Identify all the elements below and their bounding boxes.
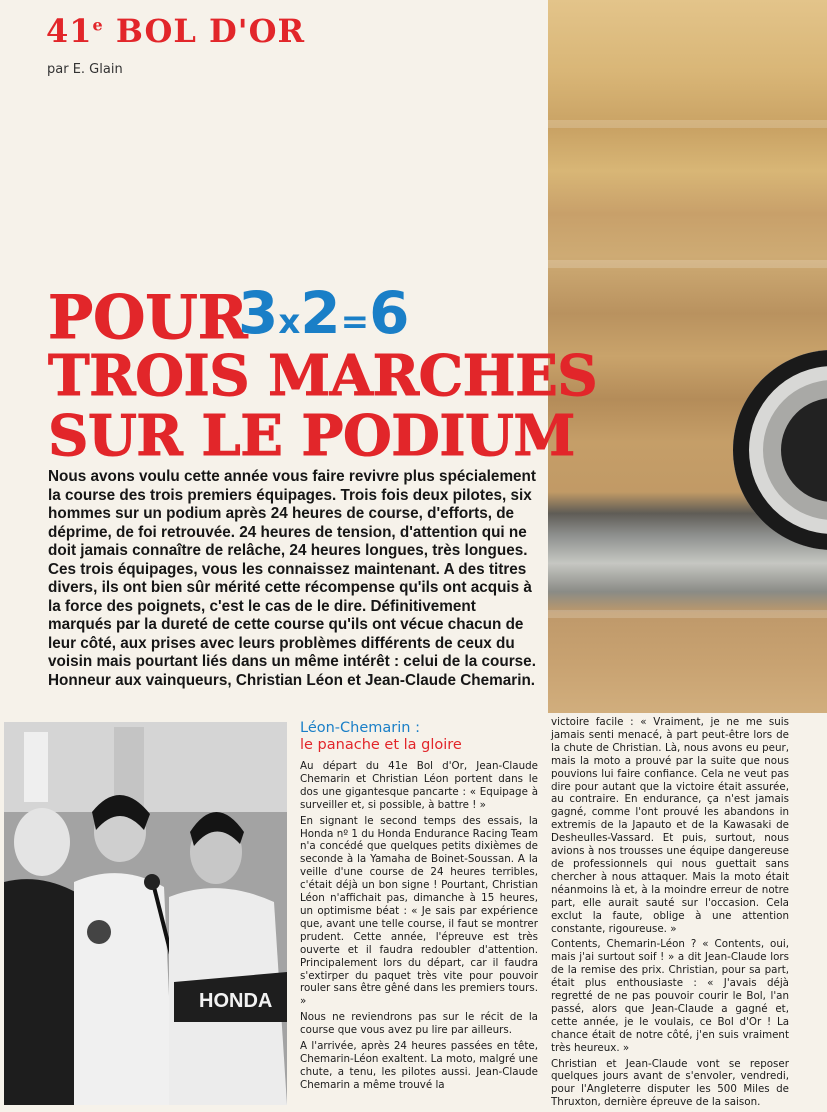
equation-term-a: 3	[238, 279, 279, 347]
column-paragraph: Christian et Jean-Claude vont se reposer quelques jours avant de s'envoler, vendredi, pour l'Angleterre disputer les 500 Miles de Thruxton, dernière épreuve de la saison.	[551, 1057, 789, 1109]
author-byline: par E. Glain	[47, 62, 123, 77]
podium-photo-illustration	[4, 722, 287, 1105]
headline-line-2: TROIS MARCHES	[48, 343, 598, 409]
article-intro	[48, 468, 542, 690]
edition-number-suffix: e	[92, 15, 104, 35]
jacket-lettering: HONDA	[199, 990, 273, 1012]
intro-paragraph: Nous avons voulu cette année vous faire revivre plus spécialement la course des trois premiers équipages. Trois fois deux pilotes, six hommes sur un podium après 24 heures de course, d'efforts, de déprime, de foi retrouvée. 24 heures de tension, d'attention qui ne doit jamais connaître de relâche, 24 heures longues, très longues.	[48, 468, 536, 559]
intro-paragraph: Ces trois équipages, vous les connaissez maintenant. A des titres divers, ils ont bien sûr mérité cette récompense qu'ils ont acquis à la force des poignets, c'est le cas de le dire. Définitivement marqués par la dureté de cette course qu'ils ont vécue chacun de leur côté, aux prises avec leurs problèmes différents de ceux du voisin mais pourtant liés dans un même intérêt : celui de la course. Honneur aux vainqueurs, Christian Léon et Jean-Claude Chemarin.	[48, 560, 536, 689]
podium-ceremony-photo	[4, 722, 287, 1105]
section-title-text: BOL D'OR	[103, 12, 306, 50]
section-heading-tagline: le panache et la gloire	[300, 737, 462, 753]
headline-equation	[238, 279, 410, 347]
edition-number: 41	[46, 12, 93, 50]
equation-term-b: 2	[300, 279, 341, 347]
headline-line-1: POUR	[48, 283, 248, 353]
equation-operator-equals: =	[340, 302, 370, 342]
column-paragraph: Contents, Chemarin-Léon ? « Contents, oui, mais j'ai surtout soif ! » a dit Jean-Claude lors de la remise des prix. Christian, pour sa part, était plus enthousiaste : « J'avais déjà regretté de ne pas pouvoir courir le Bol, l'an passé, alors que Jean-Claude a gagné et, cette année, je le voulais, ce Bol d'Or ! La chance était de notre côté, j'en suis vraiment très heureux. »	[551, 938, 789, 1054]
column-paragraph: En signant le second temps des essais, la Honda nº 1 du Honda Endurance Racing Team n'a concédé que quelques petits dixièmes de seconde à la Yamaha de Boinet-Soussan. A la veille d'une course de 24 heures terribles, c'était déjà un bon signe ! Pourtant, Christian Léon n'affichait pas, dimanche à 15 heures, un optimisme béat : « Je sais par expérience que, avant une telle course, il faut se montrer prudent. Cette année, l'épreuve est très ouverte et il faudra redoubler d'attention. Principalement lors du départ, car il faudra s'extirper du paquet très vite pour pouvoir rouler sans être gêné dans les premiers tours. »	[300, 814, 538, 1008]
headline-line-3: SUR LE PODIUM	[48, 403, 575, 469]
magazine-section-title	[46, 12, 305, 50]
article-column-right	[551, 716, 789, 1112]
equation-operator-times: x	[278, 302, 301, 342]
photo-blur-streak	[548, 260, 827, 268]
column-paragraph: Au départ du 41e Bol d'Or, Jean-Claude Chemarin et Christian Léon portent dans le dos une gigantesque pancarte : « Equipage à surveiller et, si possible, à battre ! »	[300, 760, 538, 811]
column-paragraph: A l'arrivée, après 24 heures passées en tête, Chemarin-Léon exaltent. La moto, malgré une chute, a tenu, les pilotes aussi. Jean-Claude Chemarin a même trouvé la	[300, 1040, 538, 1091]
column-paragraph: Nous ne reviendrons pas sur le récit de la course que vous avez pu lire par ailleurs.	[300, 1011, 538, 1037]
motorcycle-wheel-image	[733, 350, 827, 550]
photo-blur-streak	[548, 610, 827, 618]
column-paragraph: victoire facile : « Vraiment, je ne me suis jamais senti menacé, à part peut-être lors de la chute de Christian. Là, nous avons eu peur, mais la moto a prouvé par la suite que nous pouvions lui faire confiance. Cela ne veut pas dire pour autant que la victoire était assurée, au contraire. En endurance, ça n'est jamais gagné, comme l'ont prouvé les abandons in extremis de la Japauto et de la Kawasaki de Desheulles-Vassard. Et puis, surtout, nous avions à nos trousses une équipe dangereuse de professionnels qui nous guettait sans chercher à nous attaquer. Mais la moto était néanmoins là et, à la moindre erreur de notre part, elle aurait sauté sur l'occasion. Cela exclut la faute, oblige à une attention constante, rigoureuse. »	[551, 716, 789, 935]
article-column-middle	[300, 760, 538, 1095]
equation-result: 6	[369, 279, 410, 347]
photo-blur-streak	[548, 120, 827, 128]
section-heading-names: Léon-Chemarin :	[300, 720, 420, 736]
